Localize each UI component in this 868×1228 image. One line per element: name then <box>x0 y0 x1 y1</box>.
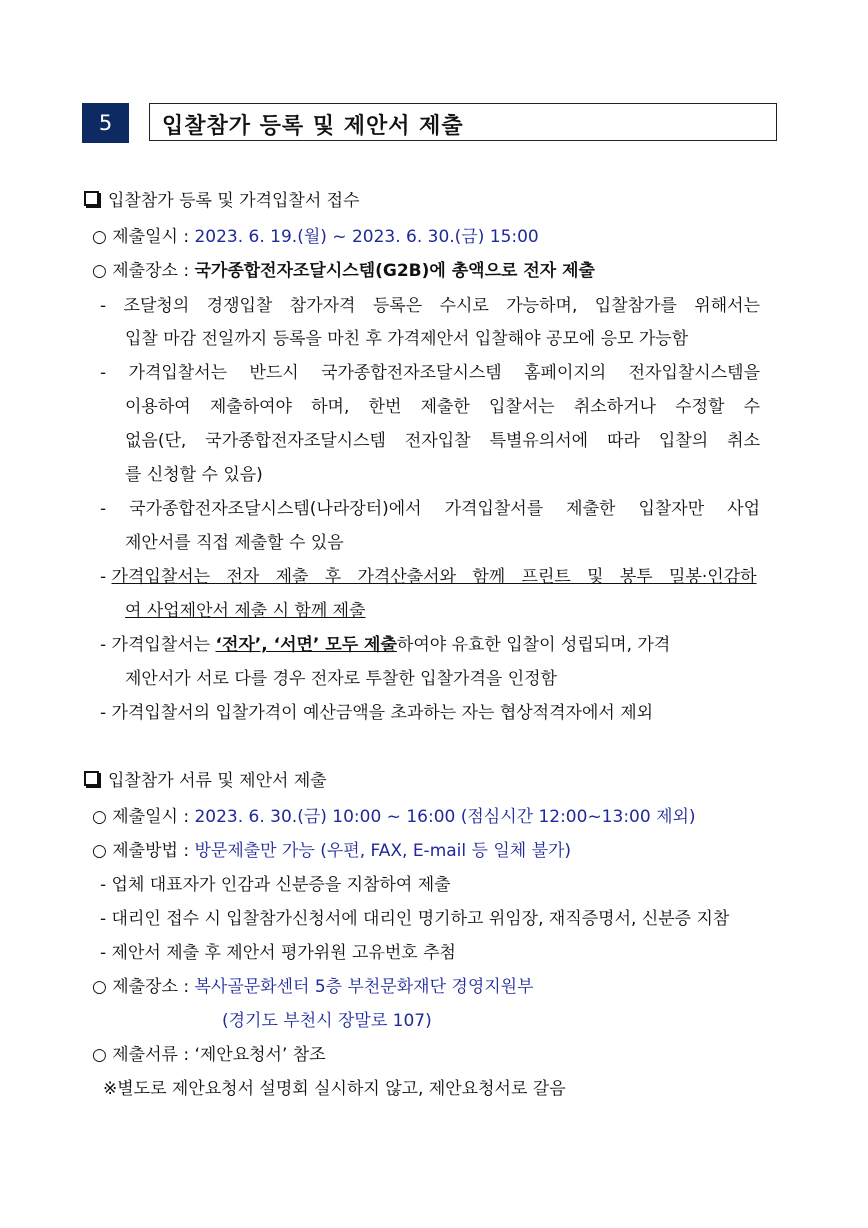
submit-date-row-2 <box>92 806 696 828</box>
submit-place-label: ○ 제출장소 : <box>92 261 195 281</box>
bullet-text: 없음(단, 국가종합전자조달시스템 전자입찰 특별유의서에 따라 입찰의 취소 <box>125 431 760 451</box>
method-bullet-3: - 제안서 제출 후 제안서 평가위원 고유번호 추첨 <box>100 943 456 963</box>
method-bullet-1: - 업체 대표자가 인감과 신분증을 지참하여 제출 <box>100 875 451 895</box>
bullet-3-line-2: 제안서를 직접 제출할 수 있음 <box>125 533 344 553</box>
bullet-text: - 가격입찰서는 <box>100 635 216 655</box>
bullet-5-line-1 <box>100 634 670 656</box>
subsection-heading-1 <box>84 190 360 212</box>
subsection-heading-text: 입찰참가 등록 및 가격입찰서 접수 <box>108 191 360 211</box>
bullet-underlined-text: 가격입찰서는 전자 제출 후 가격산출서와 함께 프린트 및 봉투 밀봉·인감하 <box>111 567 757 587</box>
bullet-4-line-1 <box>100 566 757 588</box>
bullet-3-line-1 <box>100 498 760 520</box>
bullet-text: - 가격입찰서는 반드시 국가종합전자조달시스템 홈페이지의 전자입찰시스템을 <box>100 363 760 383</box>
submit-date-label: ○ 제출일시 : <box>92 807 195 827</box>
checkbox-square-icon <box>84 771 99 786</box>
bullet-text: 하여야 유효한 입찰이 성립되며, 가격 <box>396 635 671 655</box>
submit-place-value: 국가종합전자조달시스템(G2B)에 총액으로 전자 제출 <box>194 261 595 281</box>
method-bullet-2: - 대리인 접수 시 입찰참가신청서에 대리인 명기하고 위임장, 재직증명서, 신분증 지참 <box>100 909 730 929</box>
bullet-5-line-2: 제안서가 서로 다를 경우 전자로 투찰한 입찰가격을 인정함 <box>125 669 557 689</box>
submit-place-address: (경기도 부천시 장말로 107) <box>222 1011 432 1031</box>
bullet-dash: - <box>100 567 112 587</box>
bullet-text: 이용하여 제출하여야 하며, 한번 제출한 입찰서는 취소하거나 수정할 수 <box>125 397 760 417</box>
section-title-box <box>149 103 777 141</box>
submit-place-row <box>92 260 595 282</box>
section-title: 입찰참가 등록 및 제안서 제출 <box>162 114 464 139</box>
bullet-6-line-1: - 가격입찰서의 입찰가격이 예산금액을 초과하는 자는 협상적격자에서 제외 <box>100 703 654 723</box>
checkbox-square-icon <box>84 191 99 206</box>
bullet-4-line-2 <box>125 600 366 622</box>
bullet-2-line-2 <box>125 396 760 418</box>
subsection-heading-2 <box>84 770 327 792</box>
submit-docs-value: ‘제안요청서’ 참조 <box>194 1045 326 1065</box>
bullet-1-line-2: 입찰 마감 전일까지 등록을 마친 후 가격제안서 입찰해야 공모에 응모 가능함 <box>125 329 689 349</box>
submit-method-row <box>92 840 571 862</box>
submit-date-row <box>92 226 539 248</box>
submit-date-value: 2023. 6. 19.(월) ~ 2023. 6. 30.(금) 15:00 <box>194 227 539 247</box>
submit-docs-row <box>92 1044 326 1066</box>
submit-place-label: ○ 제출장소 : <box>92 977 195 997</box>
bullet-2-line-1 <box>100 362 760 384</box>
submit-docs-label: ○ 제출서류 : <box>92 1045 195 1065</box>
submit-method-value: 방문제출만 가능 (우편, FAX, E-mail 등 일체 불가) <box>194 841 572 861</box>
bullet-2-line-4: 를 신청할 수 있음) <box>125 465 263 485</box>
subsection-heading-text: 입찰참가 서류 및 제안서 제출 <box>108 771 327 791</box>
reference-note: ※별도로 제안요청서 설명회 실시하지 않고, 제안요청서로 갈음 <box>103 1079 566 1099</box>
submit-date-value: 2023. 6. 30.(금) 10:00 ~ 16:00 (점심시간 12:00~13:00 제외) <box>194 807 696 827</box>
submit-method-label: ○ 제출방법 : <box>92 841 195 861</box>
submit-place-row-2 <box>92 976 534 998</box>
bullet-emphasis: ‘전자’, ‘서면’ 모두 제출 <box>215 635 397 655</box>
section-number-badge: 5 <box>82 103 129 143</box>
submit-date-label: ○ 제출일시 : <box>92 227 195 247</box>
bullet-1-line-1 <box>100 295 760 317</box>
bullet-text: - 조달청의 경쟁입찰 참가자격 등록은 수시로 가능하며, 입찰참가를 위해서는 <box>100 296 760 316</box>
bullet-text: - 국가종합전자조달시스템(나라장터)에서 가격입찰서를 제출한 입찰자만 사업 <box>100 499 760 519</box>
submit-place-value: 복사골문화센터 5층 부천문화재단 경영지원부 <box>194 977 534 997</box>
bullet-underlined-text: 여 사업제안서 제출 시 함께 제출 <box>125 601 366 621</box>
bullet-2-line-3 <box>125 430 760 452</box>
